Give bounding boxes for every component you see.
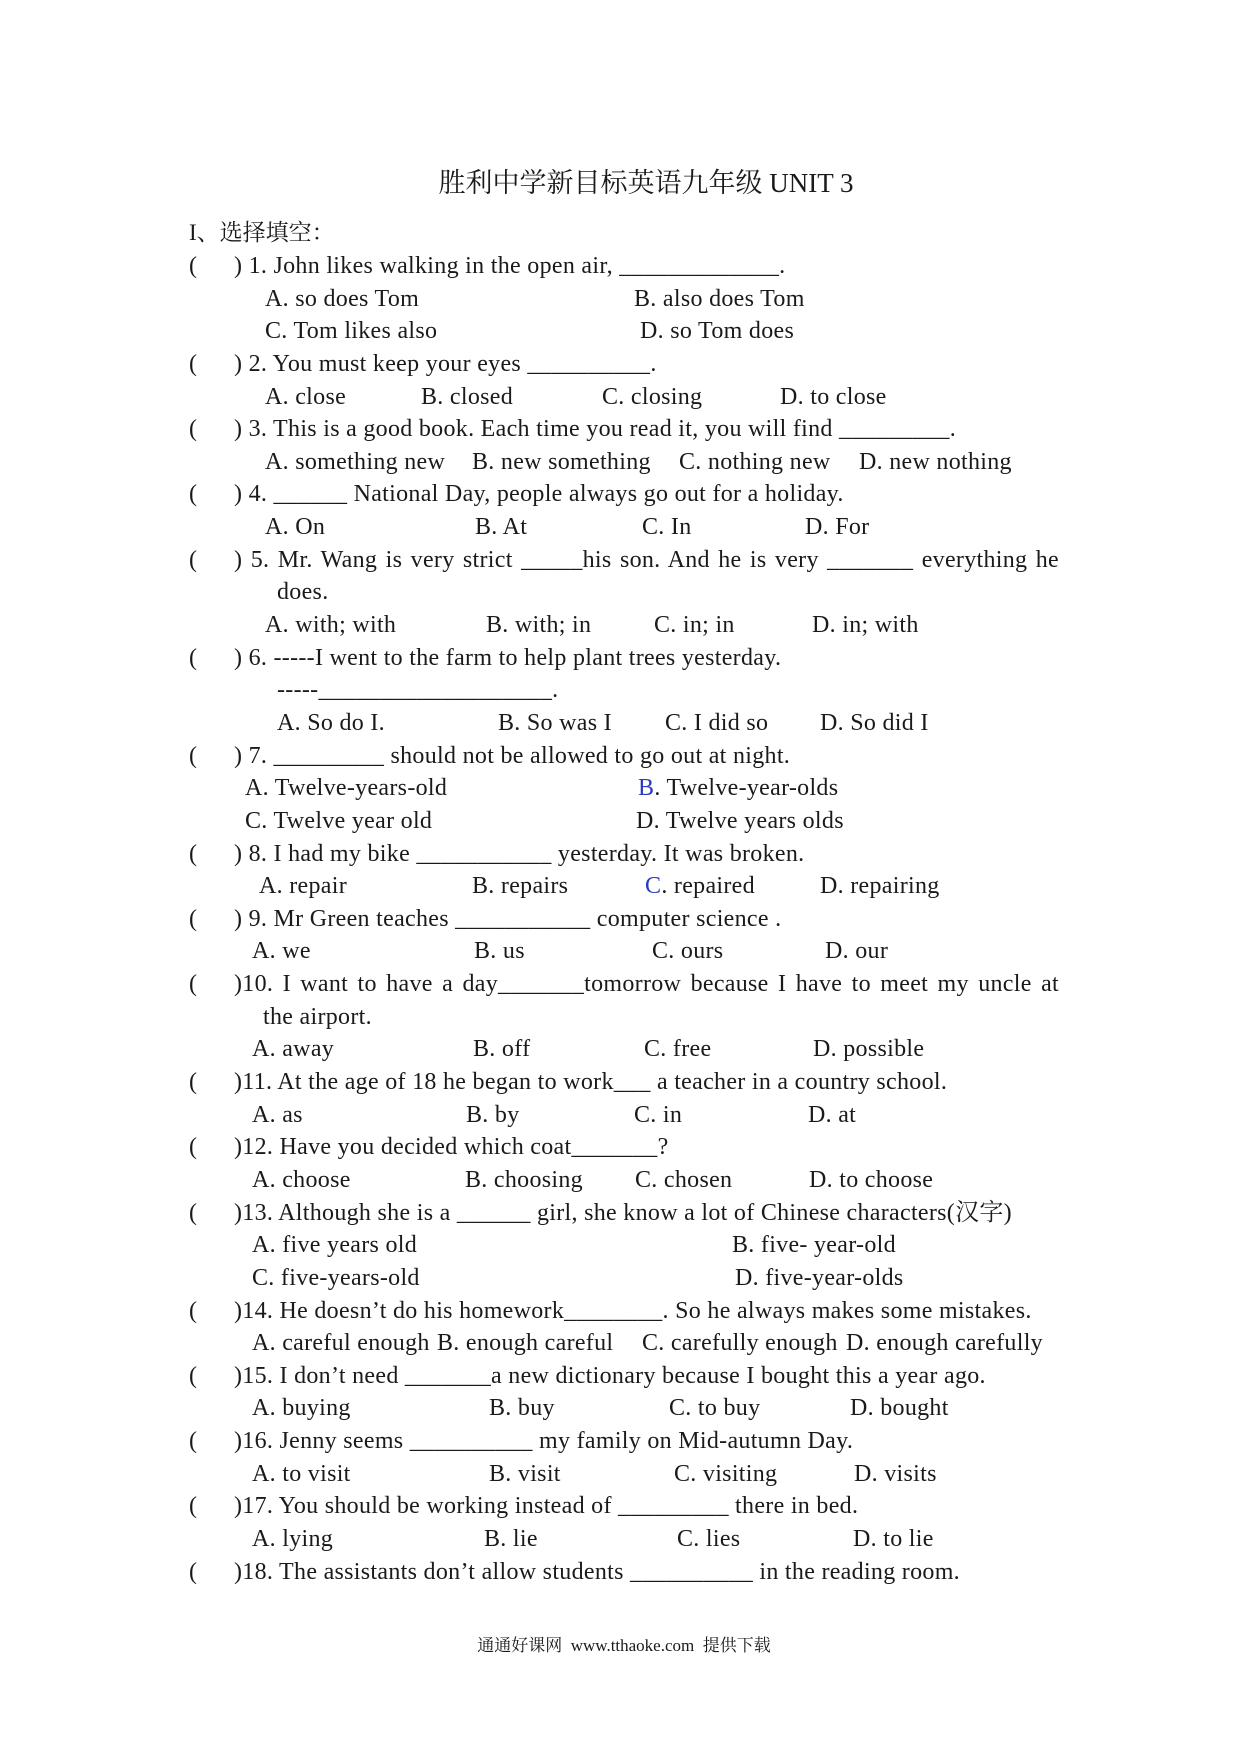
question-5-option-a: A. with; with (265, 612, 397, 638)
question-1-option-a: A. so does Tom (265, 286, 420, 312)
question-14-answer-bracket: ( (189, 1298, 198, 1324)
question-12-option-d: D. to choose (809, 1167, 934, 1193)
question-1-option-d: D. so Tom does (640, 318, 795, 344)
question-8-option-c (645, 870, 755, 902)
question-16-option-d: D. visits (854, 1461, 937, 1487)
question-5-answer-bracket: ( (189, 547, 198, 573)
question-10-answer-bracket: ( (189, 971, 198, 997)
question-3-option-b: B. new something (472, 449, 651, 475)
question-1-option-c: C. Tom likes also (265, 318, 438, 344)
question-7-answer-bracket: ( (189, 743, 198, 769)
question-6-stem: ) 6. -----I went to the farm to help plant trees yesterday. (234, 645, 782, 671)
question-11-answer-bracket: ( (189, 1069, 198, 1095)
question-10-stem-continued: the airport. (263, 1004, 372, 1030)
question-9-option-b: B. us (474, 938, 525, 964)
question-13-option-d: D. five-year-olds (735, 1265, 904, 1291)
question-13-option-b: B. five- year-old (732, 1232, 896, 1258)
question-16-stem: )16. Jenny seems __________ my family on Mid-autumn Day. (234, 1428, 854, 1454)
question-2-option-b: B. closed (421, 384, 514, 410)
question-4-option-d: D. For (805, 514, 870, 540)
question-16-answer-bracket: ( (189, 1428, 198, 1454)
question-6-option-b: B. So was I (498, 710, 612, 736)
page-footer: 通通好课网 www.tthaoke.com 提供下载 (477, 1636, 771, 1655)
question-1-option-b: B. also does Tom (634, 286, 805, 312)
question-2-option-d: D. to close (780, 384, 887, 410)
question-8-stem: ) 8. I had my bike ___________ yesterday. It was broken. (234, 841, 805, 867)
question-12-option-a: A. choose (252, 1167, 351, 1193)
question-12-option-c: C. chosen (635, 1167, 733, 1193)
question-11-option-d: D. at (808, 1102, 857, 1128)
question-13-option-c: C. five-years-old (252, 1265, 420, 1291)
question-3-answer-bracket: ( (189, 416, 198, 442)
question-3-option-c: C. nothing new (679, 449, 831, 475)
question-10-option-a: A. away (252, 1036, 335, 1062)
question-4-option-c: C. In (642, 514, 692, 540)
question-9-option-a: A. we (252, 938, 311, 964)
question-8-option-c-letter: C (645, 873, 662, 899)
question-5-stem-continued: does. (277, 579, 329, 605)
question-5-option-d: D. in; with (812, 612, 919, 638)
question-7-stem: ) 7. _________ should not be allowed to go out at night. (234, 743, 791, 769)
question-11-option-b: B. by (466, 1102, 520, 1128)
question-4-option-a: A. On (265, 514, 326, 540)
question-2-stem: ) 2. You must keep your eyes __________. (234, 351, 657, 377)
question-7-option-a: A. Twelve-years-old (245, 775, 448, 801)
question-3-stem: ) 3. This is a good book. Each time you read it, you will find _________. (234, 416, 957, 442)
question-18-answer-bracket: ( (189, 1559, 198, 1585)
question-13-answer-bracket: ( (189, 1200, 198, 1226)
question-9-answer-bracket: ( (189, 906, 198, 932)
question-9-option-c: C. ours (652, 938, 724, 964)
question-3-option-a: A. something new (265, 449, 446, 475)
question-17-answer-bracket: ( (189, 1493, 198, 1519)
question-10-option-d: D. possible (813, 1036, 925, 1062)
question-15-option-d: D. bought (850, 1395, 949, 1421)
question-8-option-d: D. repairing (820, 873, 940, 899)
question-7-option-c: C. Twelve year old (245, 808, 433, 834)
question-18-stem: )18. The assistants don’t allow students __________ in the reading room. (234, 1559, 960, 1585)
question-8-option-b: B. repairs (472, 873, 569, 899)
section-heading: I、选择填空： (189, 220, 335, 245)
question-7-option-d: D. Twelve years olds (636, 808, 844, 834)
question-7-option-b-letter: B (638, 775, 655, 801)
worksheet-title: 胜利中学新目标英语九年级 UNIT 3 (438, 168, 854, 198)
question-13-stem: )13. Although she is a ______ girl, she know a lot of Chinese characters(汉字) (234, 1200, 1012, 1226)
question-14-option-c: C. carefully enough (642, 1330, 838, 1356)
question-3-option-d: D. new nothing (859, 449, 1012, 475)
question-17-option-c: C. lies (677, 1526, 741, 1552)
question-6-option-a: A. So do I. (277, 710, 385, 736)
question-10-stem: )10. I want to have a day_______tomorrow because I have to meet my uncle at (234, 971, 1059, 997)
question-9-stem: ) 9. Mr Green teaches ___________ computer science . (234, 906, 782, 932)
question-6-option-c: C. I did so (665, 710, 769, 736)
question-14-option-b: B. enough careful (437, 1330, 614, 1356)
question-15-option-b: B. buy (489, 1395, 555, 1421)
question-12-option-b: B. choosing (465, 1167, 583, 1193)
question-6-stem-continued: -----___________________. (277, 677, 559, 703)
question-11-stem: )11. At the age of 18 he began to work___ a teacher in a country school. (234, 1069, 948, 1095)
question-5-stem: ) 5. Mr. Wang is very strict _____his son. And he is very _______ everything he (234, 547, 1059, 573)
question-7-option-b-text: . Twelve-year-olds (654, 775, 839, 801)
question-12-answer-bracket: ( (189, 1134, 198, 1160)
question-8-answer-bracket: ( (189, 841, 198, 867)
question-8-option-c-text: . repaired (661, 873, 755, 899)
question-2-option-a: A. close (265, 384, 347, 410)
question-8-option-a: A. repair (259, 873, 347, 899)
question-17-option-a: A. lying (252, 1526, 334, 1552)
question-15-answer-bracket: ( (189, 1363, 198, 1389)
question-7-option-b (638, 772, 838, 804)
question-14-option-d: D. enough carefully (846, 1330, 1043, 1356)
question-17-option-d: D. to lie (853, 1526, 934, 1552)
question-15-option-a: A. buying (252, 1395, 351, 1421)
question-16-option-c: C. visiting (674, 1461, 778, 1487)
question-17-option-b: B. lie (484, 1526, 538, 1552)
question-9-option-d: D. our (825, 938, 889, 964)
question-10-option-c: C. free (644, 1036, 712, 1062)
question-11-option-c: C. in (634, 1102, 683, 1128)
question-4-stem: ) 4. ______ National Day, people always go out for a holiday. (234, 481, 844, 507)
question-10-option-b: B. off (473, 1036, 531, 1062)
question-15-stem: )15. I don’t need _______a new dictionary because I bought this a year ago. (234, 1363, 986, 1389)
question-17-stem: )17. You should be working instead of _________ there in bed. (234, 1493, 859, 1519)
question-1-answer-bracket: ( (189, 253, 198, 279)
question-15-option-c: C. to buy (669, 1395, 761, 1421)
question-16-option-a: A. to visit (252, 1461, 351, 1487)
question-12-stem: )12. Have you decided which coat_______? (234, 1134, 669, 1160)
question-14-option-a: A. careful enough (252, 1330, 430, 1356)
question-5-option-b: B. with; in (486, 612, 592, 638)
question-2-option-c: C. closing (602, 384, 703, 410)
question-5-option-c: C. in; in (654, 612, 735, 638)
question-14-stem: )14. He doesn’t do his homework________. So he always makes some mistakes. (234, 1298, 1032, 1324)
question-6-option-d: D. So did I (820, 710, 929, 736)
question-4-answer-bracket: ( (189, 481, 198, 507)
question-1-stem: ) 1. John likes walking in the open air, _____________. (234, 253, 786, 279)
question-16-option-b: B. visit (489, 1461, 561, 1487)
question-4-option-b: B. At (475, 514, 528, 540)
question-6-answer-bracket: ( (189, 645, 198, 671)
question-2-answer-bracket: ( (189, 351, 198, 377)
question-13-option-a: A. five years old (252, 1232, 418, 1258)
question-11-option-a: A. as (252, 1102, 303, 1128)
